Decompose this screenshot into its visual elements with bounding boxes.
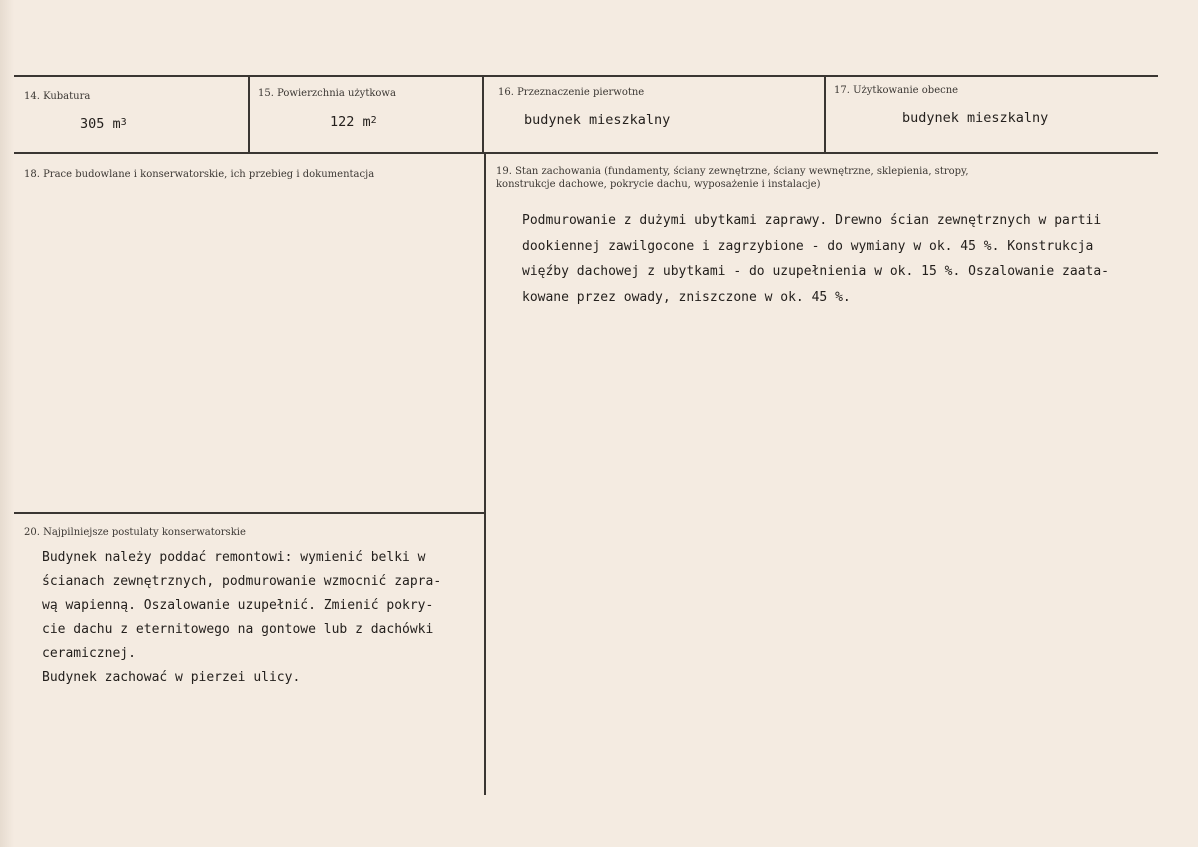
row-divider-2: [14, 512, 485, 514]
field-14-value: [80, 116, 127, 132]
field-14-label: 14. Kubatura: [24, 91, 91, 102]
field-16-value: budynek mieszkalny: [524, 112, 671, 128]
field-19-text: [522, 208, 1109, 310]
field-14-number: 305 m: [80, 116, 121, 132]
col-divider-15-16: [482, 76, 484, 153]
field-18-label: 18. Prace budowlane i konserwatorskie, ich przebieg i dokumentacja: [24, 169, 375, 180]
field-19-text-line: kowane przez owady, zniszczone w ok. 45 %.: [522, 289, 851, 305]
field-19-text-line: dookiennej zawilgocone i zagrzybione - do wymiany w ok. 45 %. Konstrukcja: [522, 238, 1094, 254]
field-20-text-line: Budynek należy poddać remontowi: wymienić belki w: [42, 550, 426, 565]
field-20-text-line: wą wapienną. Oszalowanie uzupełnić. Zmienić pokry-: [42, 598, 434, 613]
field-15-value: [330, 114, 377, 130]
field-15-exponent: 2: [370, 115, 377, 126]
field-14-exponent: 3: [120, 117, 127, 128]
field-15-label: 15. Powierzchnia użytkowa: [258, 88, 396, 99]
field-19-label-line: konstrukcje dachowe, pokrycie dachu, wyposażenie i instalacje): [496, 179, 821, 190]
col-divider-16-17: [824, 76, 826, 153]
field-19-text-line: Podmurowanie z dużymi ubytkami zaprawy. Drewno ścian zewnętrznych w partii: [522, 213, 1102, 228]
page-edge: [0, 0, 14, 847]
field-15-number: 122 m: [330, 114, 371, 130]
row-divider-1: [14, 152, 1158, 154]
field-20-text-line: ścianach zewnętrznych, podmurowanie wzmocnić zapra-: [42, 574, 442, 589]
field-17-label: 17. Użytkowanie obecne: [834, 85, 959, 96]
field-20-text: [42, 546, 441, 690]
col-divider-14-15: [248, 76, 250, 153]
field-19-label-line: 19. Stan zachowania (fundamenty, ściany zewnętrzne, ściany wewnętrzne, sklepienia, stropy,: [496, 166, 969, 177]
field-20-text-line: ceramicznej.: [42, 646, 136, 661]
field-20-text-line: cie dachu z eternitowego na gontowe lub z dachówki: [42, 622, 434, 637]
field-20-text-line: Budynek zachować w pierzei ulicy.: [42, 670, 301, 685]
field-17-value: budynek mieszkalny: [902, 110, 1049, 126]
field-20-label: 20. Najpilniejsze postulaty konserwatorskie: [24, 527, 246, 538]
top-rule: [14, 75, 1158, 77]
field-19-text-line: więźby dachowej z ubytkami - do uzupełnienia w ok. 15 %. Oszalowanie zaata-: [522, 264, 1109, 279]
field-16-label: 16. Przeznaczenie pierwotne: [498, 87, 645, 98]
col-divider-main: [484, 153, 486, 795]
field-19-label: [496, 165, 969, 191]
